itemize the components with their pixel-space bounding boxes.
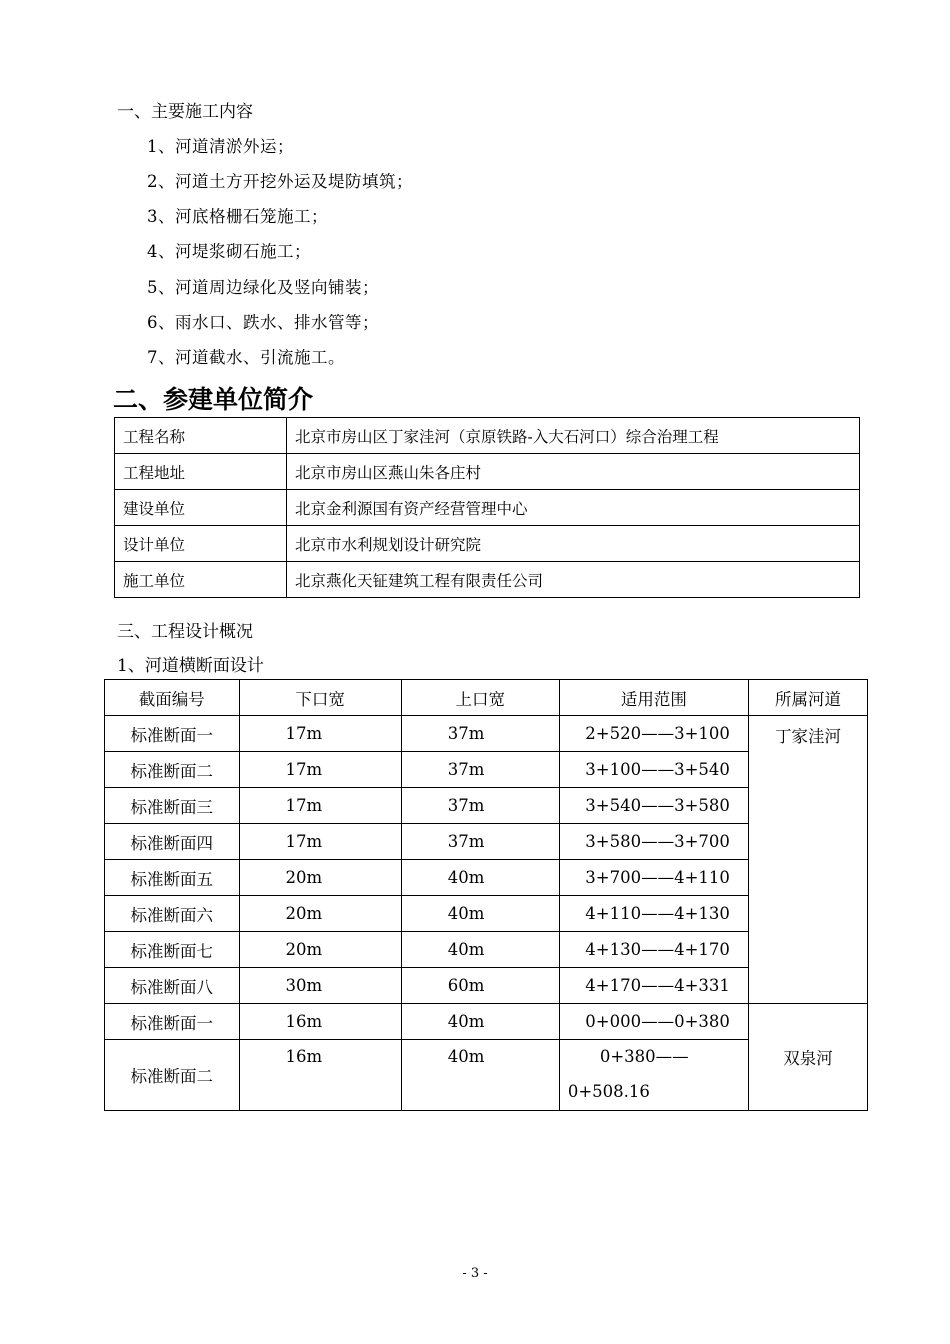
range-line-2: 0+508.16	[567, 1082, 650, 1101]
section-name: 标准断面五	[105, 860, 240, 896]
applicable-range: 3+100——3+540	[559, 752, 748, 788]
header-cell: 下口宽	[239, 680, 401, 716]
applicable-range: 3+540——3+580	[559, 788, 748, 824]
top-width: 40m	[401, 1004, 559, 1040]
list-item: 5、河道周边绿化及竖向铺装；	[147, 278, 379, 297]
section-name: 标准断面六	[105, 896, 240, 932]
top-width: 60m	[401, 968, 559, 1004]
top-width: 37m	[401, 716, 559, 752]
bottom-width: 17m	[239, 716, 401, 752]
section-name: 标准断面八	[105, 968, 240, 1004]
table-row	[115, 454, 860, 490]
top-width: 40m	[401, 896, 559, 932]
header-cell: 所属河道	[748, 680, 867, 716]
header-cell: 上口宽	[401, 680, 559, 716]
section-name: 标准断面四	[105, 824, 240, 860]
section2-title: 二、参建单位简介	[113, 385, 314, 414]
table-row	[115, 418, 860, 454]
top-width: 40m	[401, 1040, 559, 1111]
header-cell: 适用范围	[559, 680, 748, 716]
section-name: 标准断面二	[105, 752, 240, 788]
table-cell-key: 建设单位	[115, 490, 287, 526]
applicable-range: 3+700——4+110	[559, 860, 748, 896]
table-cell-value: 北京市房山区丁家洼河（京原铁路-入大石河口）综合治理工程	[287, 418, 860, 454]
bottom-width: 20m	[239, 896, 401, 932]
bottom-width: 17m	[239, 788, 401, 824]
top-width: 40m	[401, 860, 559, 896]
page-number: - 3 -	[462, 1266, 488, 1281]
table-cell-value: 北京燕化天钲建筑工程有限责任公司	[287, 562, 860, 598]
participant-table	[114, 417, 860, 598]
table-cell-value: 北京市水利规划设计研究院	[287, 526, 860, 562]
bottom-width: 16m	[239, 1040, 401, 1111]
table-cell-key: 设计单位	[115, 526, 287, 562]
section-name: 标准断面七	[105, 932, 240, 968]
applicable-range: 0+000——0+380	[559, 1004, 748, 1040]
top-width: 37m	[401, 824, 559, 860]
table-row	[105, 716, 868, 752]
applicable-range: 4+110——4+130	[559, 896, 748, 932]
section-name: 标准断面二	[105, 1040, 240, 1111]
table-header-row	[105, 680, 868, 716]
list-item: 3、河底格栅石笼施工；	[147, 207, 328, 226]
list-item: 2、河道土方开挖外运及堤防填筑；	[147, 172, 413, 191]
section3-subtitle: 1、河道横断面设计	[117, 656, 264, 676]
table-cell-key: 施工单位	[115, 562, 287, 598]
range-wrap	[560, 1040, 748, 1110]
list-item: 4、河堤浆砌石施工；	[147, 242, 311, 261]
top-width: 37m	[401, 788, 559, 824]
table-row	[105, 1004, 868, 1040]
list-item: 7、河道截水、引流施工。	[147, 348, 345, 367]
section1-title: 一、主要施工内容	[117, 102, 253, 122]
table-cell-key: 工程地址	[115, 454, 287, 490]
applicable-range: 3+580——3+700	[559, 824, 748, 860]
top-width: 37m	[401, 752, 559, 788]
table-cell-value: 北京市房山区燕山朱各庄村	[287, 454, 860, 490]
river-name: 丁家洼河	[748, 716, 867, 1004]
list-item: 1、河道清淤外运；	[147, 137, 294, 156]
bottom-width: 30m	[239, 968, 401, 1004]
applicable-range: 2+520——3+100	[559, 716, 748, 752]
applicable-range: 4+130——4+170	[559, 932, 748, 968]
bottom-width: 20m	[239, 932, 401, 968]
applicable-range	[559, 1040, 748, 1111]
table-row	[115, 562, 860, 598]
section-name: 标准断面一	[105, 716, 240, 752]
table-cell-value: 北京金利源国有资产经营管理中心	[287, 490, 860, 526]
table-cell-key: 工程名称	[115, 418, 287, 454]
bottom-width: 17m	[239, 752, 401, 788]
range-line-1: 0+380——	[599, 1047, 689, 1066]
table-row	[115, 490, 860, 526]
applicable-range: 4+170——4+331	[559, 968, 748, 1004]
section-name: 标准断面三	[105, 788, 240, 824]
river-name: 双泉河	[748, 1004, 867, 1111]
bottom-width: 16m	[239, 1004, 401, 1040]
list-item: 6、雨水口、跌水、排水管等；	[147, 313, 379, 332]
cross-section-table	[104, 679, 868, 1111]
section-name: 标准断面一	[105, 1004, 240, 1040]
table-row	[115, 526, 860, 562]
bottom-width: 17m	[239, 824, 401, 860]
section3-title: 三、工程设计概况	[117, 622, 253, 642]
bottom-width: 20m	[239, 860, 401, 896]
header-cell: 截面编号	[105, 680, 240, 716]
top-width: 40m	[401, 932, 559, 968]
